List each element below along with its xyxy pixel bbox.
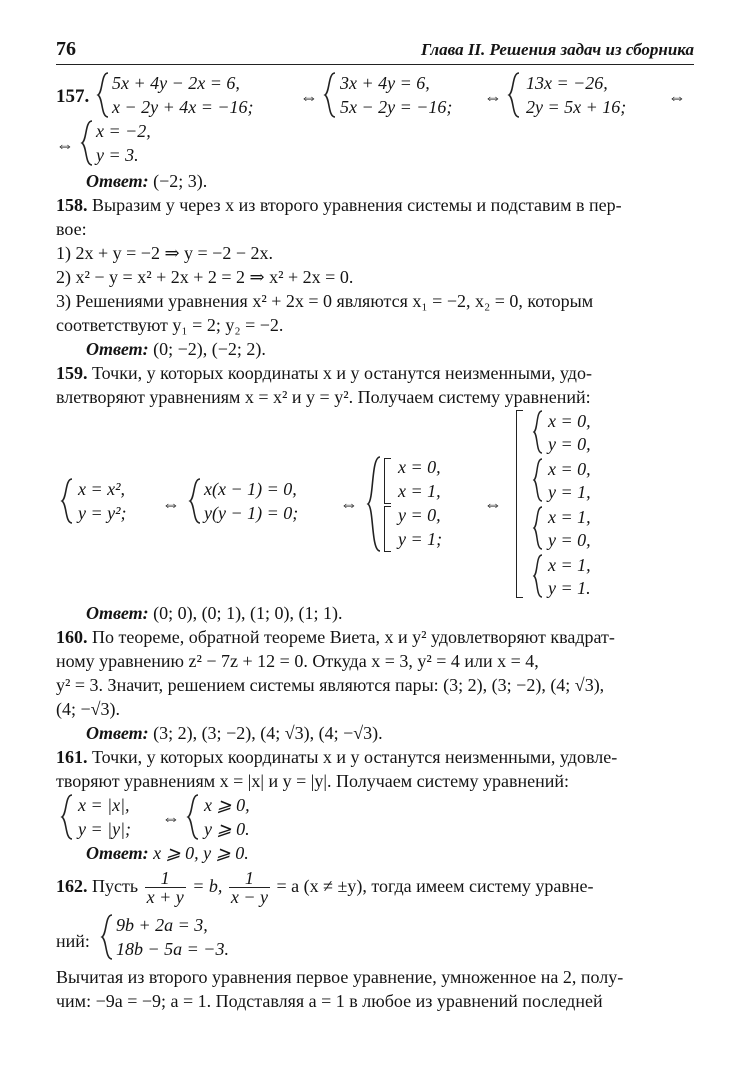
eq-159-4-6: x = 1, [548, 555, 591, 575]
eq-157-3a: 13x = −26, [526, 73, 608, 93]
brace-159-4a [532, 410, 544, 454]
equiv-159-2: ⇔ [340, 494, 358, 514]
eq-161-1b: y = |y|; [78, 819, 132, 839]
brace-161-2 [186, 794, 200, 840]
equiv-157-3: ⇔ [668, 87, 686, 107]
page-number: 76 [56, 38, 76, 60]
eq-161-2a: x ⩾ 0, [204, 795, 250, 815]
equiv-161: ⇔ [162, 808, 180, 828]
eq-157-1a: 5x + 4y − 2x = 6, [112, 73, 240, 93]
answer-161: Ответ: x ⩾ 0, y ⩾ 0. [86, 843, 249, 863]
eq-159-4-5: y = 0, [548, 530, 591, 550]
text-162-3: Вычитая из второго уравнения первое уравнение, умноженное на 2, полу- [56, 967, 624, 987]
text-158-step1: 1) 2x + y = −2 ⇒ y = −2 − 2x. [56, 243, 273, 263]
eq-157-2a: 3x + 4y = 6, [340, 73, 430, 93]
text-159-2: влетворяют уравнениям x = x² и y = y². Получаем систему уравнений: [56, 387, 591, 407]
eq-159-1a: x = x², [78, 479, 126, 499]
text-158-1: 158. Выразим y через x из второго уравнения системы и подставим в пер- [56, 195, 622, 215]
problem-157-number: 157. [56, 86, 90, 107]
answer-157: Ответ: (−2; 3). [86, 171, 208, 191]
text-160-3: y² = 3. Значит, решением системы являются пары: (3; 2), (3; −2), (4; √3), [56, 675, 605, 695]
eq-159-4-7: y = 1. [548, 578, 591, 598]
text-162-2: ний: [56, 931, 90, 951]
eq-161-2b: y ⩾ 0. [204, 819, 250, 839]
eq-159-4-0: x = 0, [548, 411, 591, 431]
brace-159-4d [532, 554, 544, 598]
equiv-157-1: ⇔ [300, 87, 318, 107]
eq-159-2a: x(x − 1) = 0, [204, 479, 297, 499]
eq-157-3b: 2y = 5x + 16; [526, 97, 627, 117]
bracket-159-4 [516, 410, 523, 598]
eq-159-3-2: y = 0, [398, 505, 441, 525]
brace-159-2 [188, 478, 202, 524]
answer-160: Ответ: (3; 2), (3; −2), (4; √3), (4; −√3). [86, 723, 383, 743]
answer-158: Ответ: (0; −2), (−2; 2). [86, 339, 266, 359]
eq-159-4-1: y = 0, [548, 434, 591, 454]
text-158-2: вое: [56, 219, 87, 239]
brace-159-1 [60, 478, 74, 524]
brace-159-4c [532, 506, 544, 550]
equiv-159-3: ⇔ [484, 494, 502, 514]
brace-157-4 [80, 120, 94, 166]
text-162-4: чим: −9a = −9; a = 1. Подставляя a = 1 в любое из уравнений последней [56, 991, 603, 1011]
eq-157-4b: y = 3. [96, 145, 139, 165]
text-160-1: 160. По теореме, обратной теореме Виета, x и y² удовлетворяют квадрат- [56, 627, 615, 647]
eq-159-4-4: x = 1, [548, 507, 591, 527]
eq-159-3-0: x = 0, [398, 457, 441, 477]
text-162-1: 162. Пусть $\frac{1}{x + y}$ = b, $\frac{1}{x - y}$ = a (x ≠ ±y), тогда имеем систему уравне- [56, 868, 594, 908]
brace-157-3 [507, 72, 521, 118]
text-159-1: 159. Точки, у которых координаты x и y останутся неизменными, удо- [56, 363, 592, 383]
text-158-step2: 2) x² − y = x² + 2x + 2 = 2 ⇒ x² + 2x = 0. [56, 267, 354, 287]
eq-161-1a: x = |x|, [78, 795, 130, 815]
brace-159-3 [366, 456, 382, 552]
header-rule [56, 64, 694, 65]
text-158-step3b: соответствуют y₁ = 2; y₂ = −2. [56, 315, 284, 335]
brace-157-2 [323, 72, 337, 118]
text-161-1: 161. Точки, у которых координаты x и y останутся неизменными, удовле- [56, 747, 618, 767]
text-161-2: творяют уравнениям x = |x| и y = |y|. Получаем систему уравнений: [56, 771, 570, 791]
equiv-159-1: ⇔ [162, 494, 180, 514]
brace-159-4b [532, 458, 544, 502]
chapter-title: Глава II. Решения задач из сборника [421, 40, 694, 59]
eq-159-1b: y = y²; [78, 503, 127, 523]
eq-162-1a: 9b + 2a = 3, [116, 915, 208, 935]
eq-159-2b: y(y − 1) = 0; [204, 503, 299, 523]
answer-159: Ответ: (0; 0), (0; 1), (1; 0), (1; 1). [86, 603, 343, 623]
bracket-159-3a [384, 458, 391, 504]
eq-157-1b: x − 2y + 4x = −16; [112, 97, 254, 117]
eq-159-4-2: x = 0, [548, 459, 591, 479]
eq-157-2b: 5x − 2y = −16; [340, 97, 453, 117]
brace-161-1 [60, 794, 74, 840]
brace-162 [100, 914, 114, 960]
eq-162-1b: 18b − 5a = −3. [116, 939, 229, 959]
bracket-159-3b [384, 506, 391, 552]
equiv-157-4: ⇔ [56, 135, 74, 155]
text-160-2: ному уравнению z² − 7z + 12 = 0. Откуда x = 3, y² = 4 или x = 4, [56, 651, 539, 671]
equiv-157-2: ⇔ [484, 87, 502, 107]
brace-157-1 [96, 72, 110, 118]
eq-159-4-3: y = 1, [548, 482, 591, 502]
eq-159-3-1: x = 1, [398, 481, 441, 501]
eq-159-3-3: y = 1; [398, 529, 443, 549]
text-160-4: (4; −√3). [56, 699, 121, 719]
eq-157-4a: x = −2, [96, 121, 151, 141]
text-158-step3: 3) Решениями уравнения x² + 2x = 0 являются x₁ = −2, x₂ = 0, которым [56, 291, 594, 311]
